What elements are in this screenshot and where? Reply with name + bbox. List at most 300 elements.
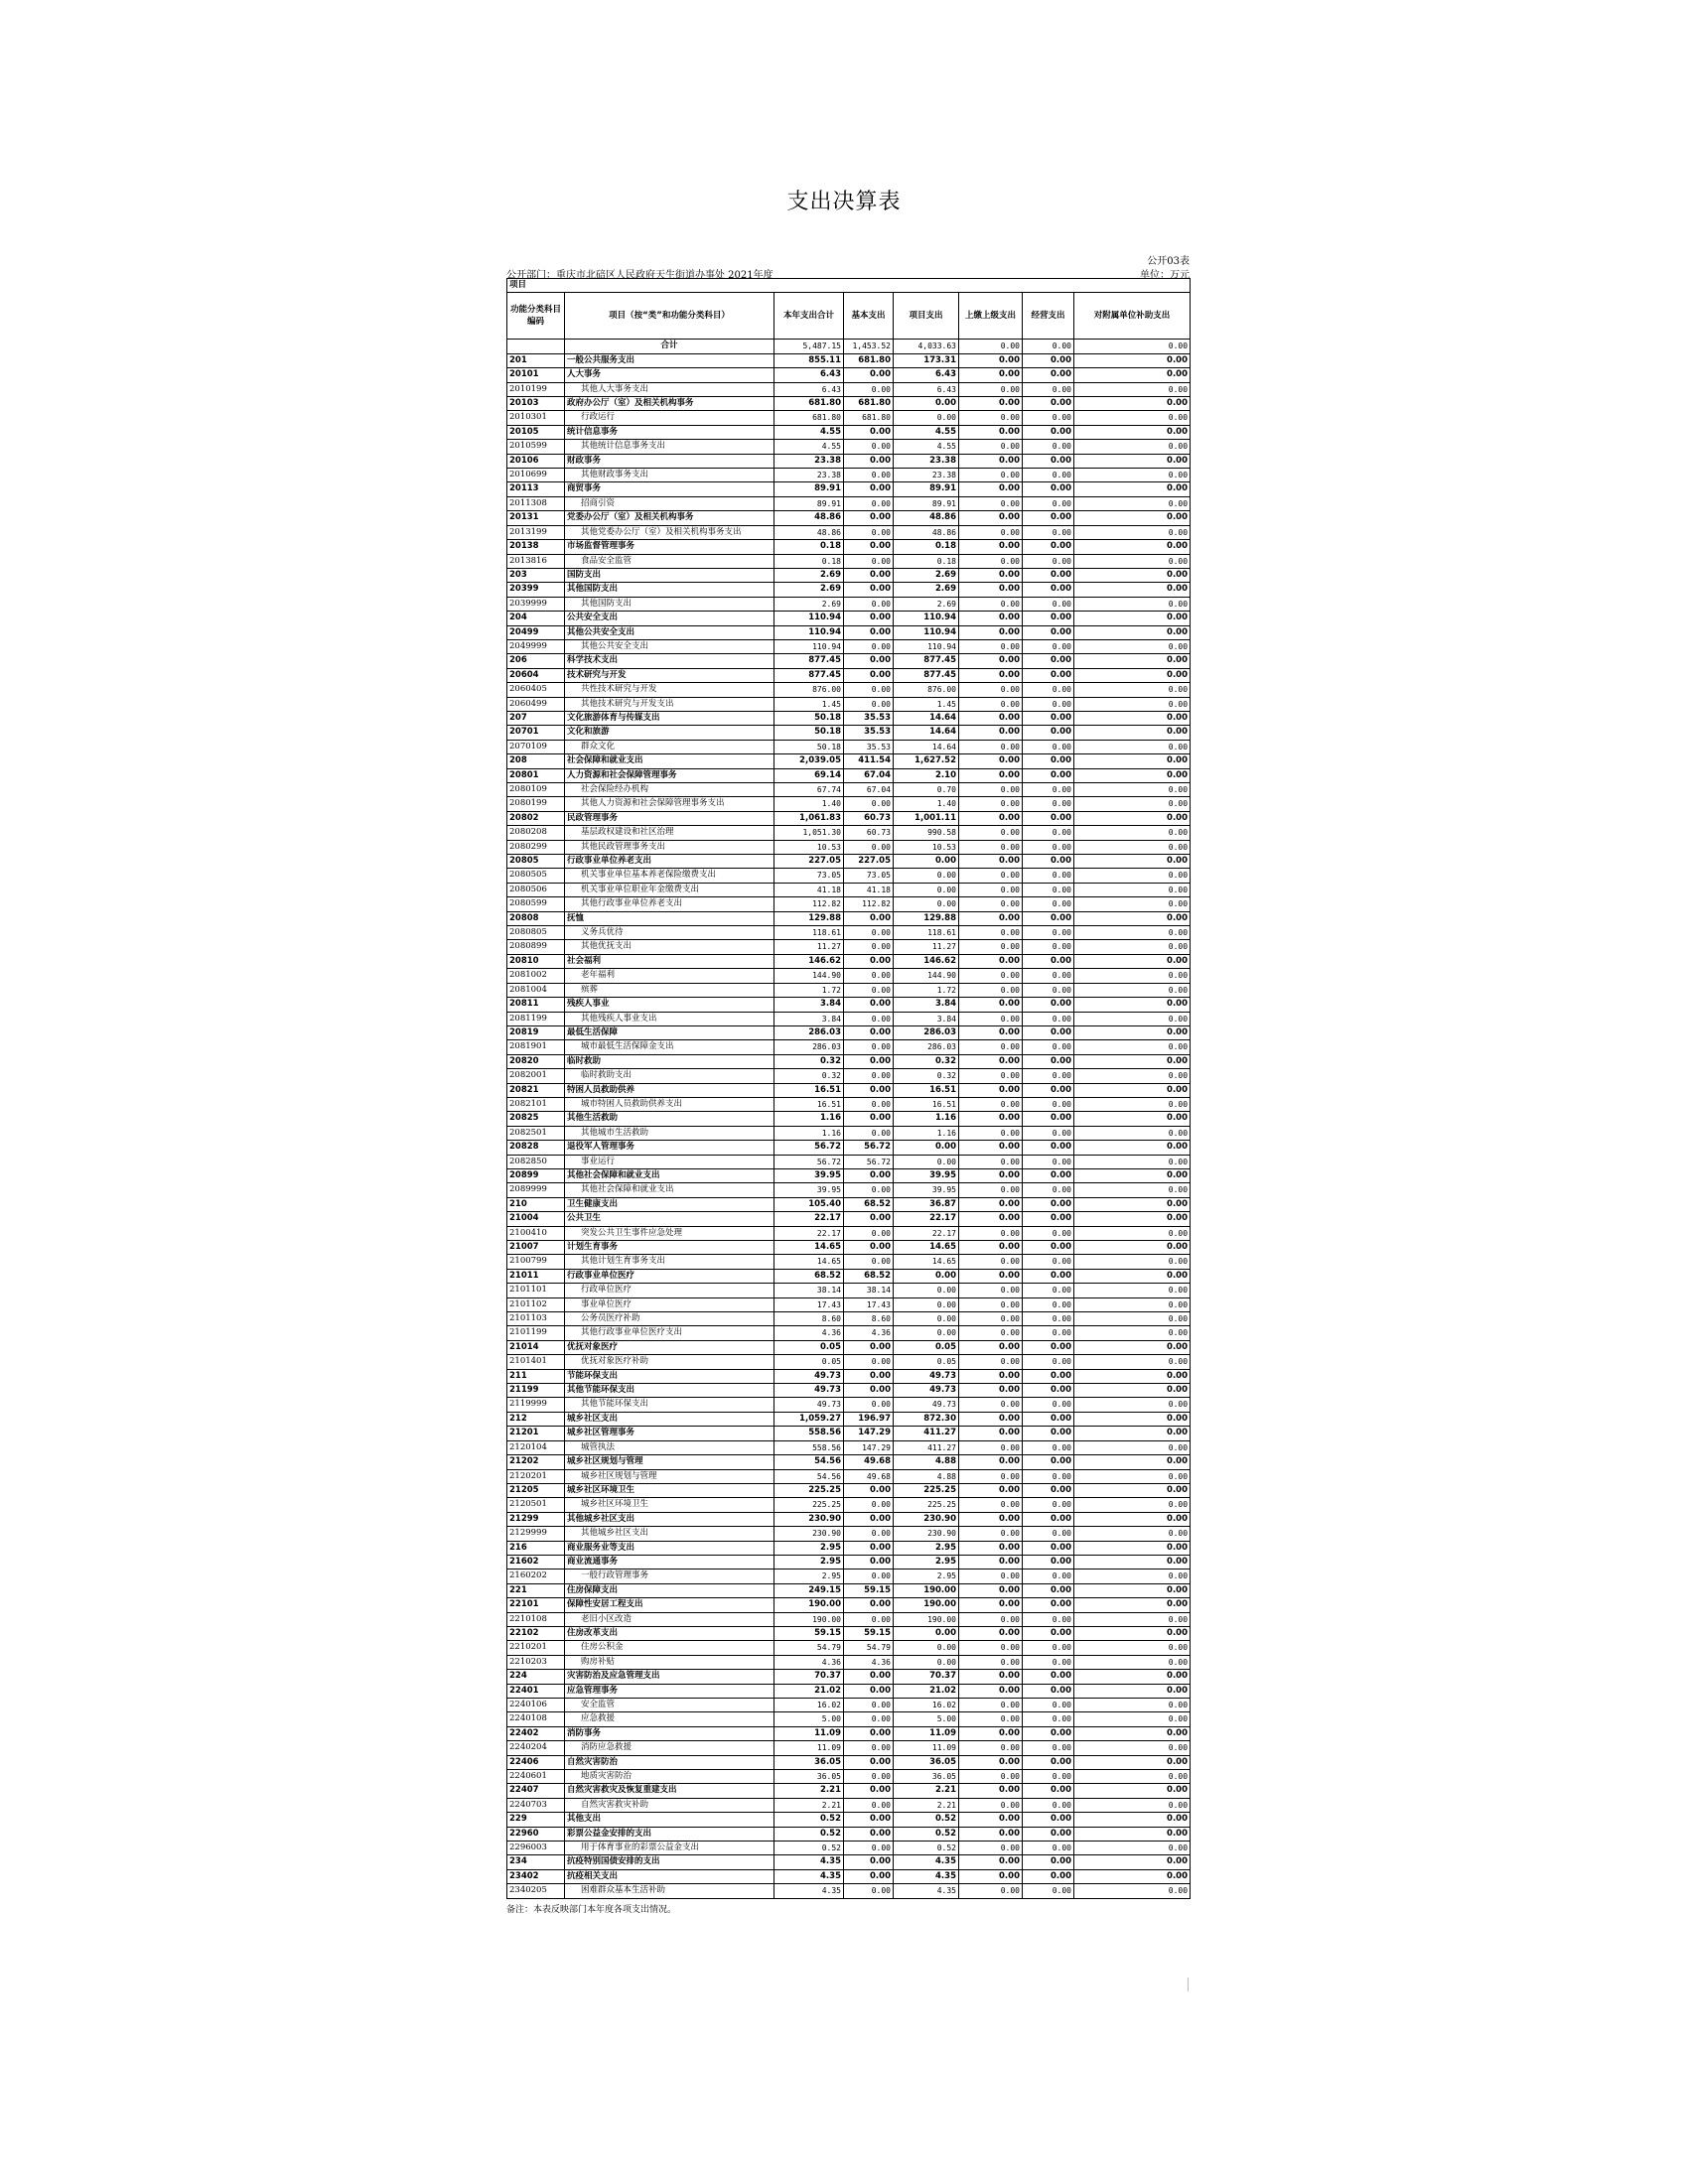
row-value: 0.00 — [959, 683, 1023, 697]
row-value: 0.00 — [1023, 612, 1074, 625]
row-value: 0.00 — [959, 1455, 1023, 1469]
row-name: 其他国防支出 — [565, 597, 774, 611]
row-value: 0.00 — [1074, 1626, 1191, 1640]
row-value: 190.00 — [774, 1612, 844, 1626]
row-value: 0.00 — [1023, 1126, 1074, 1140]
table-row — [507, 1384, 1191, 1398]
row-value: 0.00 — [959, 1297, 1023, 1311]
row-value: 0.00 — [844, 1869, 894, 1883]
row-value: 0.00 — [959, 983, 1023, 997]
table-row — [507, 482, 1191, 496]
row-value: 0.00 — [1074, 1684, 1191, 1698]
row-name: 统计信息事务 — [565, 425, 774, 439]
row-value: 0.00 — [1074, 368, 1191, 382]
table-note: 备注：本表反映部门本年度各项支出情况。 — [506, 1904, 677, 1915]
row-value: 0.00 — [1023, 1040, 1074, 1054]
row-value: 6.43 — [894, 368, 959, 382]
row-value: 0.00 — [1023, 1842, 1074, 1855]
row-value: 0.00 — [1074, 1784, 1191, 1798]
row-value: 0.00 — [959, 783, 1023, 797]
row-value: 0.00 — [1074, 1712, 1191, 1726]
row-value: 0.00 — [1023, 1598, 1074, 1612]
row-name: 最低生活保障 — [565, 1025, 774, 1039]
row-value: 23.38 — [894, 469, 959, 482]
row-value: 0.00 — [1023, 1655, 1074, 1669]
table-row — [507, 1469, 1191, 1483]
row-value: 50.18 — [774, 740, 844, 753]
row-value: 0.00 — [1023, 496, 1074, 510]
row-value: 0.00 — [1074, 1884, 1191, 1898]
row-value: 1.16 — [774, 1112, 844, 1126]
row-code: 208 — [507, 754, 565, 768]
row-value: 0.00 — [1074, 1755, 1191, 1769]
row-value: 0.00 — [1074, 1269, 1191, 1283]
row-value: 0.00 — [1074, 454, 1191, 468]
row-code: 2082501 — [507, 1126, 565, 1140]
row-value: 4.55 — [774, 440, 844, 454]
row-value: 0.00 — [844, 954, 894, 968]
row-name: 临时救助 — [565, 1054, 774, 1068]
row-value: 0.00 — [1074, 1412, 1191, 1426]
row-code: 20105 — [507, 425, 565, 439]
row-value: 0.00 — [844, 1255, 894, 1269]
row-value: 2,039.05 — [774, 754, 844, 768]
row-code: 2010699 — [507, 469, 565, 482]
row-value: 0.00 — [1023, 1626, 1074, 1640]
row-value: 73.05 — [774, 869, 844, 883]
row-code: 23402 — [507, 1869, 565, 1883]
row-value: 190.00 — [894, 1612, 959, 1626]
table-row — [507, 668, 1191, 682]
row-value: 0.00 — [1023, 883, 1074, 896]
row-value: 0.00 — [959, 1626, 1023, 1640]
table-row — [507, 1197, 1191, 1211]
row-value: 73.05 — [844, 869, 894, 883]
row-value: 6.43 — [774, 368, 844, 382]
row-name: 应急救援 — [565, 1712, 774, 1726]
row-value: 41.18 — [774, 883, 844, 896]
table-row — [507, 1641, 1191, 1655]
row-code: 20802 — [507, 811, 565, 825]
table-row — [507, 353, 1191, 367]
row-name: 其他生活救助 — [565, 1112, 774, 1126]
row-value: 0.52 — [894, 1827, 959, 1841]
row-value: 0.00 — [959, 855, 1023, 869]
table-row — [507, 1570, 1191, 1583]
row-value: 22.17 — [894, 1226, 959, 1240]
row-name: 其他行政事业单位医疗支出 — [565, 1326, 774, 1340]
row-value: 54.79 — [844, 1641, 894, 1655]
row-value: 0.00 — [894, 411, 959, 425]
row-value: 67.74 — [774, 783, 844, 797]
table-row — [507, 1869, 1191, 1883]
row-value: 2.21 — [774, 1798, 844, 1812]
row-value: 0.00 — [1074, 1384, 1191, 1398]
table-row — [507, 1355, 1191, 1369]
row-code: 2081004 — [507, 983, 565, 997]
row-code: 204 — [507, 612, 565, 625]
row-value: 22.17 — [774, 1212, 844, 1226]
row-value: 2.95 — [774, 1570, 844, 1583]
row-name: 群众文化 — [565, 740, 774, 753]
row-value: 0.00 — [959, 597, 1023, 611]
row-value: 0.00 — [1023, 1226, 1074, 1240]
row-value: 0.00 — [1074, 1312, 1191, 1326]
row-value: 11.09 — [894, 1726, 959, 1740]
row-value: 0.00 — [1023, 911, 1074, 925]
table-row — [507, 726, 1191, 740]
row-value: 4.35 — [894, 1884, 959, 1898]
row-value: 50.18 — [774, 711, 844, 725]
row-value: 0.00 — [1023, 855, 1074, 869]
row-name: 社会保险经办机构 — [565, 783, 774, 797]
row-value: 89.91 — [774, 496, 844, 510]
row-value: 0.00 — [959, 1741, 1023, 1755]
table-row — [507, 654, 1191, 668]
table-row — [507, 1427, 1191, 1440]
row-value: 110.94 — [774, 612, 844, 625]
row-code: 2010301 — [507, 411, 565, 425]
table-row — [507, 826, 1191, 840]
row-code: 21201 — [507, 1427, 565, 1440]
row-value: 17.43 — [844, 1297, 894, 1311]
row-value: 0.00 — [959, 768, 1023, 782]
table-row — [507, 1541, 1191, 1555]
row-name: 老旧小区改造 — [565, 1612, 774, 1626]
row-value: 0.00 — [1074, 1641, 1191, 1655]
row-code: 224 — [507, 1670, 565, 1684]
row-value: 4.36 — [774, 1326, 844, 1340]
row-value: 14.64 — [894, 711, 959, 725]
row-value: 2.69 — [894, 568, 959, 582]
row-value: 0.00 — [1023, 783, 1074, 797]
row-value: 0.00 — [1023, 1012, 1074, 1025]
row-value: 0.00 — [1074, 540, 1191, 554]
row-value: 0.00 — [1074, 1355, 1191, 1369]
row-value: 0.00 — [959, 540, 1023, 554]
row-value: 4.88 — [894, 1455, 959, 1469]
row-value: 67.04 — [844, 768, 894, 782]
row-value: 0.00 — [844, 1598, 894, 1612]
row-value: 0.00 — [1023, 711, 1074, 725]
total-row — [507, 340, 1191, 353]
table-row — [507, 998, 1191, 1012]
row-value: 0.00 — [959, 826, 1023, 840]
row-name: 民政管理事务 — [565, 811, 774, 825]
table-body — [507, 279, 1191, 1899]
row-value: 39.95 — [894, 1168, 959, 1182]
row-name: 共性技术研究与开发 — [565, 683, 774, 697]
row-value: 49.73 — [774, 1398, 844, 1412]
row-value: 0.00 — [959, 1155, 1023, 1168]
row-value: 1.45 — [774, 697, 844, 711]
row-value: 0.00 — [959, 1699, 1023, 1712]
row-value: 146.62 — [774, 954, 844, 968]
row-value: 0.00 — [1023, 1755, 1074, 1769]
row-code: 203 — [507, 568, 565, 582]
row-value: 0.00 — [844, 1212, 894, 1226]
row-value: 0.00 — [844, 1498, 894, 1512]
row-name: 特困人员救助供养 — [565, 1083, 774, 1097]
row-value: 0.00 — [959, 1012, 1023, 1025]
row-value: 0.00 — [959, 1197, 1023, 1211]
row-code: 20899 — [507, 1168, 565, 1182]
table-row — [507, 368, 1191, 382]
row-value: 0.00 — [1074, 1555, 1191, 1569]
row-value: 230.90 — [894, 1527, 959, 1541]
row-value: 0.00 — [1023, 1141, 1074, 1155]
row-value: 0.00 — [844, 969, 894, 983]
row-code: 20811 — [507, 998, 565, 1012]
row-value: 286.03 — [774, 1040, 844, 1054]
row-value: 10.53 — [894, 840, 959, 854]
row-value: 118.61 — [774, 926, 844, 940]
table-row — [507, 1483, 1191, 1497]
row-code: 21199 — [507, 1384, 565, 1398]
row-value: 48.86 — [774, 511, 844, 525]
table-row — [507, 554, 1191, 568]
col-header-remit: 上缴上级支出 — [959, 293, 1023, 340]
row-value: 0.00 — [1023, 382, 1074, 396]
row-value: 35.53 — [844, 711, 894, 725]
row-value: 0.00 — [1023, 1155, 1074, 1168]
row-name: 机关事业单位基本养老保险缴费支出 — [565, 869, 774, 883]
row-value: 225.25 — [894, 1498, 959, 1512]
row-value: 4.35 — [774, 1884, 844, 1898]
row-value: 0.52 — [774, 1842, 844, 1855]
row-value: 0.00 — [959, 1126, 1023, 1140]
row-value: 38.14 — [844, 1284, 894, 1297]
row-value: 0.00 — [1074, 768, 1191, 782]
row-value: 0.00 — [1023, 1712, 1074, 1726]
row-value: 3.84 — [894, 1012, 959, 1025]
row-name: 彩票公益金安排的支出 — [565, 1827, 774, 1841]
row-value: 3.84 — [774, 1012, 844, 1025]
row-value: 0.00 — [1023, 1312, 1074, 1326]
row-value: 0.00 — [959, 1670, 1023, 1684]
row-value: 0.00 — [959, 1427, 1023, 1440]
table-row — [507, 1398, 1191, 1412]
row-value: 225.25 — [774, 1483, 844, 1497]
row-value: 0.00 — [1023, 411, 1074, 425]
row-value: 0.00 — [959, 1541, 1023, 1555]
row-value: 0.00 — [844, 1813, 894, 1827]
row-code: 20604 — [507, 668, 565, 682]
row-value: 1.72 — [774, 983, 844, 997]
row-value: 0.00 — [844, 1168, 894, 1182]
row-value: 855.11 — [774, 353, 844, 367]
row-value: 0.00 — [1074, 1498, 1191, 1512]
row-value: 4.35 — [774, 1869, 844, 1883]
row-value: 4.55 — [774, 425, 844, 439]
column-header-row — [507, 293, 1191, 340]
page-title: 支出决算表 — [786, 190, 902, 214]
row-value: 0.00 — [959, 811, 1023, 825]
row-value: 105.40 — [774, 1197, 844, 1211]
row-value: 36.05 — [894, 1770, 959, 1784]
row-value: 0.00 — [959, 1641, 1023, 1655]
table-row — [507, 1598, 1191, 1612]
row-code: 2010199 — [507, 382, 565, 396]
row-value: 0.00 — [1023, 668, 1074, 682]
form-code: 公开03表 — [1147, 256, 1190, 267]
row-name: 社会福利 — [565, 954, 774, 968]
row-value: 2.10 — [894, 768, 959, 782]
row-value: 0.00 — [1023, 897, 1074, 911]
row-name: 商贸事务 — [565, 482, 774, 496]
row-value: 1,059.27 — [774, 1412, 844, 1426]
row-value: 1.72 — [894, 983, 959, 997]
row-value: 112.82 — [844, 897, 894, 911]
row-value: 14.64 — [894, 740, 959, 753]
expenditure-table-wrap — [506, 278, 1190, 1915]
row-value: 0.00 — [1074, 1455, 1191, 1469]
row-value: 0.00 — [959, 1869, 1023, 1883]
row-name: 市场监督管理事务 — [565, 540, 774, 554]
row-name: 人力资源和社会保障管理事务 — [565, 768, 774, 782]
row-value: 877.45 — [894, 668, 959, 682]
row-value: 0.00 — [1074, 683, 1191, 697]
row-name: 文化旅游体育与传媒支出 — [565, 711, 774, 725]
row-value: 0.00 — [959, 1069, 1023, 1083]
row-value: 0.00 — [1023, 1384, 1074, 1398]
row-name: 计划生育事务 — [565, 1241, 774, 1255]
row-value: 0.00 — [959, 1684, 1023, 1698]
row-value: 1,061.83 — [774, 811, 844, 825]
col-header-project: 项目支出 — [894, 293, 959, 340]
row-value: 0.00 — [959, 1440, 1023, 1454]
row-value: 0.00 — [959, 1655, 1023, 1669]
row-name: 城乡社区管理事务 — [565, 1427, 774, 1440]
row-name: 商业流通事务 — [565, 1555, 774, 1569]
table-row — [507, 697, 1191, 711]
row-value: 0.00 — [844, 1555, 894, 1569]
table-row — [507, 469, 1191, 482]
row-value: 144.90 — [894, 969, 959, 983]
row-code: 22407 — [507, 1784, 565, 1798]
row-code: 20819 — [507, 1025, 565, 1039]
row-value: 110.94 — [894, 612, 959, 625]
row-code: 2081002 — [507, 969, 565, 983]
row-value: 0.00 — [1074, 1827, 1191, 1841]
row-code: 2013816 — [507, 554, 565, 568]
row-value: 411.54 — [844, 754, 894, 768]
row-value: 49.73 — [894, 1398, 959, 1412]
row-value: 0.00 — [894, 1326, 959, 1340]
row-value: 0.00 — [844, 1054, 894, 1068]
row-value: 0.00 — [844, 1570, 894, 1583]
row-value: 0.00 — [844, 511, 894, 525]
row-value: 8.60 — [844, 1312, 894, 1326]
row-name: 困难群众基本生活补助 — [565, 1884, 774, 1898]
row-value: 0.00 — [1074, 697, 1191, 711]
row-value: 0.00 — [844, 525, 894, 539]
table-row — [507, 382, 1191, 396]
row-value: 146.62 — [894, 954, 959, 968]
row-value: 17.43 — [774, 1297, 844, 1311]
row-value: 196.97 — [844, 1412, 894, 1426]
row-value: 0.00 — [959, 1712, 1023, 1726]
row-code: 2240204 — [507, 1741, 565, 1755]
row-value: 0.00 — [1074, 1699, 1191, 1712]
row-value: 0.00 — [1023, 1440, 1074, 1454]
row-value: 0.00 — [959, 1355, 1023, 1369]
row-value: 0.00 — [844, 1025, 894, 1039]
row-value: 23.38 — [774, 454, 844, 468]
row-name: 其他行政事业单位养老支出 — [565, 897, 774, 911]
row-value: 0.00 — [959, 1025, 1023, 1039]
row-name: 其他节能环保支出 — [565, 1384, 774, 1398]
row-value: 0.00 — [959, 1555, 1023, 1569]
row-code: 21014 — [507, 1340, 565, 1354]
row-value: 4.55 — [894, 425, 959, 439]
table-row — [507, 440, 1191, 454]
row-name: 抗疫特别国债安排的支出 — [565, 1855, 774, 1869]
row-value: 411.27 — [894, 1427, 959, 1440]
row-value: 21.02 — [774, 1684, 844, 1698]
row-value: 0.00 — [959, 1726, 1023, 1740]
row-value: 16.02 — [774, 1699, 844, 1712]
row-value: 0.00 — [959, 440, 1023, 454]
table-row — [507, 1784, 1191, 1798]
row-value: 0.00 — [844, 1384, 894, 1398]
row-name: 城乡社区环境卫生 — [565, 1483, 774, 1497]
col-header-name: 项目（按“类”和功能分类科目） — [565, 293, 774, 340]
row-code: 2081199 — [507, 1012, 565, 1025]
row-value: 22.17 — [774, 1226, 844, 1240]
row-value: 0.00 — [844, 625, 894, 639]
row-value: 0.00 — [1023, 683, 1074, 697]
row-value: 2.69 — [774, 583, 844, 597]
row-value: 0.00 — [1074, 983, 1191, 997]
row-value: 0.00 — [1074, 1326, 1191, 1340]
row-code: 21299 — [507, 1512, 565, 1526]
row-value: 14.65 — [774, 1241, 844, 1255]
row-value: 0.00 — [959, 1255, 1023, 1269]
row-value: 0.32 — [894, 1069, 959, 1083]
row-value: 56.72 — [774, 1155, 844, 1168]
col-header-total: 本年支出合计 — [774, 293, 844, 340]
row-value: 173.31 — [894, 353, 959, 367]
table-row — [507, 397, 1191, 411]
row-code: 21007 — [507, 1241, 565, 1255]
row-value: 68.52 — [844, 1197, 894, 1211]
row-value: 38.14 — [774, 1284, 844, 1297]
row-value: 0.00 — [959, 697, 1023, 711]
row-value: 0.00 — [959, 1040, 1023, 1054]
row-value: 0.52 — [774, 1813, 844, 1827]
row-value: 0.18 — [774, 540, 844, 554]
row-value: 0.00 — [844, 368, 894, 382]
row-name: 优抚对象医疗 — [565, 1340, 774, 1354]
row-value: 0.00 — [1074, 883, 1191, 896]
row-code: 22102 — [507, 1626, 565, 1640]
row-value: 48.86 — [774, 525, 844, 539]
row-value: 0.00 — [1023, 1770, 1074, 1784]
table-row — [507, 1412, 1191, 1426]
table-row — [507, 612, 1191, 625]
row-code: 22101 — [507, 1598, 565, 1612]
table-row — [507, 1612, 1191, 1626]
row-name: 行政事业单位医疗 — [565, 1269, 774, 1283]
row-value: 0.00 — [894, 883, 959, 896]
row-code: 2296003 — [507, 1842, 565, 1855]
row-name: 其他人大事务支出 — [565, 382, 774, 396]
row-value: 147.29 — [844, 1427, 894, 1440]
row-value: 0.00 — [844, 540, 894, 554]
row-value: 0.00 — [959, 1212, 1023, 1226]
table-row — [507, 625, 1191, 639]
